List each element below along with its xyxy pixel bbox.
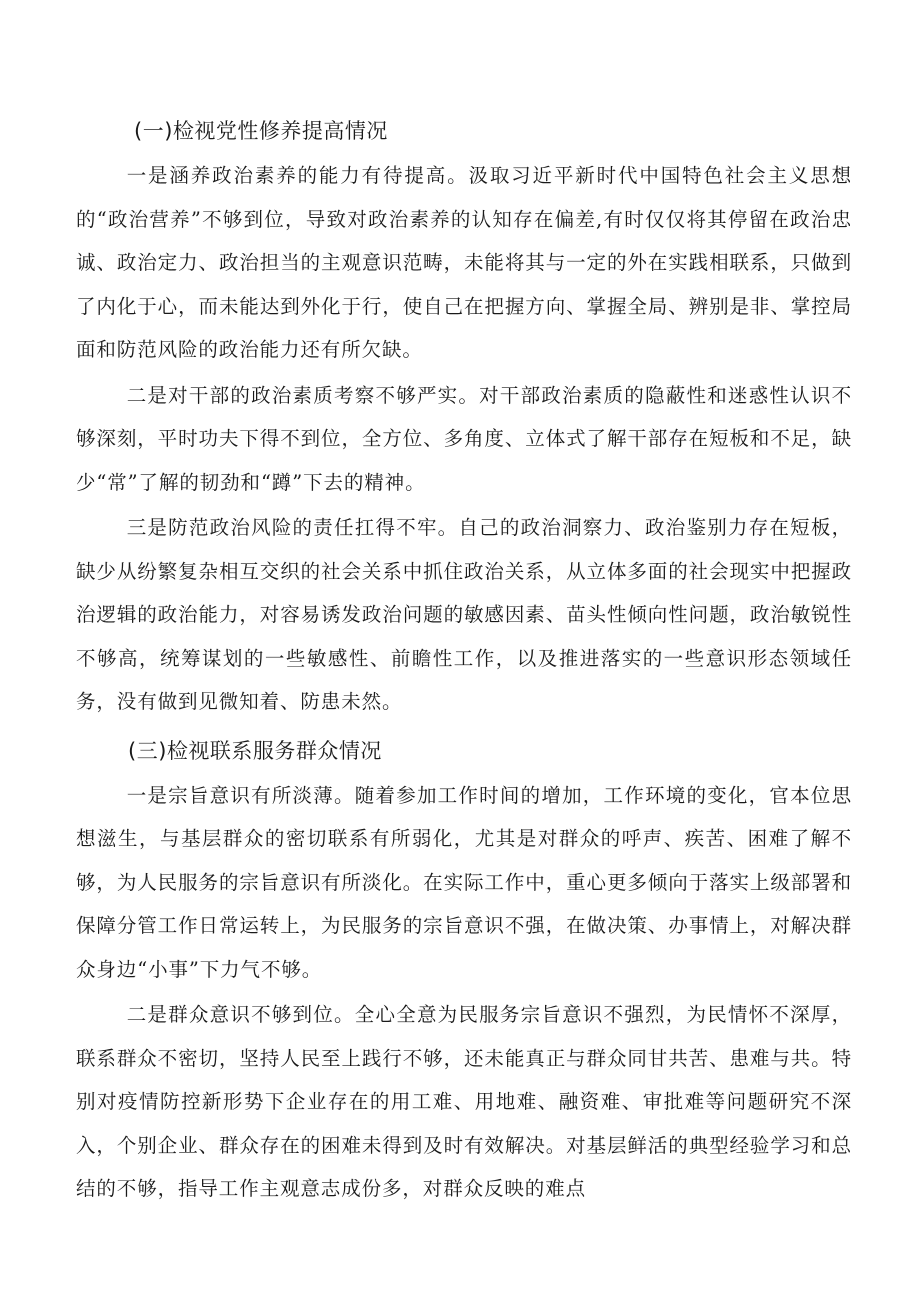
paragraph-political-risk: 三是防范政治风险的责任扛得不牢。自己的政治洞察力、政治鉴别力存在短板，缺少从纷繁复杂相互交织的社会关系中抓住政治关系，从立体多面的社会现实中把握政治逻辑的政治能力，对容易诱发政治问题的敏感因素、苗头性倾向性问题，政治敏锐性不够高，统筹谋划的一些敏感性、前瞻性工作，以及推进落实的一些意识形态领域任务，没有做到见微知着、防患未然。 bbox=[76, 516, 852, 713]
paragraph-political-literacy: 一是涵养政治素养的能力有待提高。汲取习近平新时代中国特色社会主义思想的“政治营养”不够到位，导致对政治素养的认知存在偏差,有时仅仅将其停留在政治忠诚、政治定力、政治担当的主观意识范畴，未能将其与一定的外在实践相联系，只做到了内化于心，而未能达到外化于行，使自己在把握方向、掌握全局、辨别是非、掌控局面和防范风险的政治能力还有所欠缺。 bbox=[76, 164, 852, 361]
section-heading-party-cultivation: (一)检视党性修养提高情况 bbox=[134, 119, 388, 143]
paragraph-purpose-awareness: 一是宗旨意识有所淡薄。随着参加工作时间的增加，工作环境的变化，官本位思想滋生，与基层群众的密切联系有所弱化，尤其是对群众的呼声、疾苦、困难了解不够，为人民服务的宗旨意识有所淡化。在实际工作中，重心更多倾向于落实上级部署和保障分管工作日常运转上，为民服务的宗旨意识不强，在做决策、办事情上，对解决群众身边“小事”下力气不够。 bbox=[76, 783, 852, 981]
document-body bbox=[76, 108, 852, 1211]
paragraph-mass-awareness: 二是群众意识不够到位。全心全意为民服务宗旨意识不强烈，为民情怀不深厚，联系群众不密切，坚持人民至上践行不够，还未能真正与群众同甘共苦、患难与共。特别对疫情防控新形势下企业存在的用工难、用地难、融资难、审批难等问题研究不深入，个别企业、群众存在的困难未得到及时有效解决。对基层鲜活的典型经验学习和总结的不够，指导工作主观意志成份多，对群众反映的难点 bbox=[76, 1003, 852, 1200]
paragraph-cadre-assessment: 二是对干部的政治素质考察不够严实。对干部政治素质的隐蔽性和迷惑性认识不够深刻，平时功夫下得不到位，全方位、多角度、立体式了解干部存在短板和不足，缺少“常”了解的韧劲和“蹲”下去的精神。 bbox=[76, 383, 852, 494]
section-heading-serving-masses: (三)检视联系服务群众情况 bbox=[128, 738, 382, 763]
